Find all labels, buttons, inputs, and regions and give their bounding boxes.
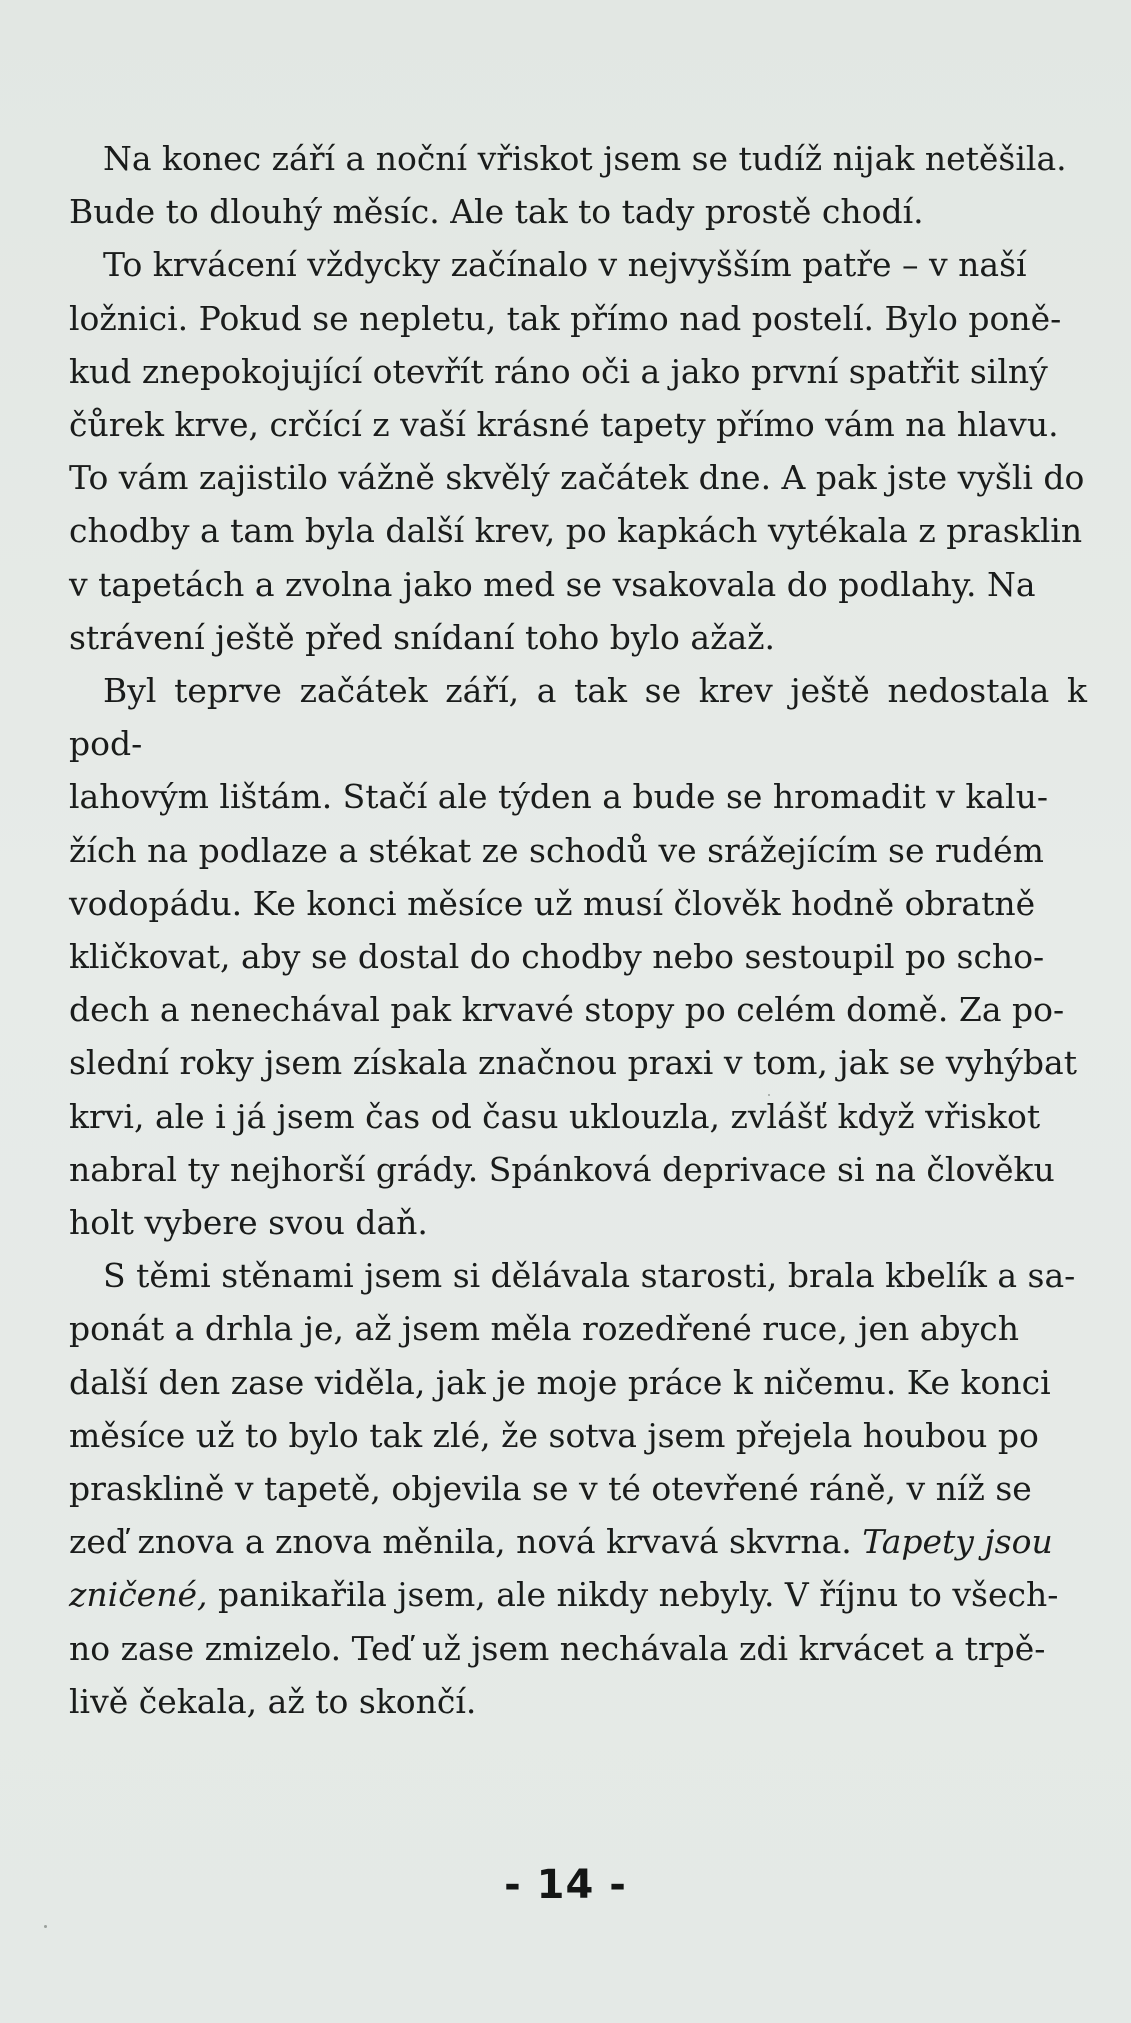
paper-speck: [44, 1925, 47, 1928]
text-line: ložnici. Pokud se nepletu, tak přímo nad postelí. Bylo poně-: [69, 298, 1062, 338]
paper-speck: [768, 1094, 770, 1096]
page-number: - 14 -: [504, 1862, 627, 1908]
paragraph-2: [69, 238, 1087, 664]
text-line: S těmi stěnami jsem si dělávala starosti, brala kbelík a sa-: [103, 1256, 1076, 1296]
text-line: další den zase viděla, jak je moje práce k ničemu. Ke konci: [69, 1362, 1051, 1402]
text-line: měsíce už to bylo tak zlé, že sotva jsem přejela houbou po: [69, 1415, 1039, 1455]
text-line: ponát a drhla je, až jsem měla rozedřené ruce, jen abych: [69, 1309, 1019, 1349]
text-line: v tapetách a zvolna jako med se vsakovala do podlahy. Na: [69, 564, 1036, 604]
italic-text: Tapety jsou: [862, 1522, 1053, 1562]
paragraph-4: [69, 1249, 1087, 1728]
text-line: Na konec září a noční vřiskot jsem se tudíž nijak netěšila.: [103, 139, 1067, 178]
text-line: krvi, ale i já jsem čas od času uklouzla, zvlášť když vřiskot: [69, 1096, 1041, 1136]
text-line: chodby a tam byla další krev, po kapkách vytékala z prasklin: [69, 511, 1083, 551]
text-line: To vám zajistilo vážně skvělý začátek dne. A pak jste vyšli do: [69, 458, 1085, 498]
text-line: prasklině v tapetě, objevila se v té otevřené ráně, v níž se: [69, 1469, 1032, 1509]
text-line: lahovým lištám. Stačí ale týden a bude se hromadit v kalu-: [69, 777, 1048, 817]
text-line: Byl teprve začátek září, a tak se krev ještě nedostala k pod-: [69, 671, 1087, 764]
text-line: slední roky jsem získala značnou praxi v tom, jak se vyhýbat: [69, 1043, 1077, 1083]
paragraph-3: [69, 664, 1087, 1249]
text-line: vodopádu. Ke konci měsíce už musí člověk hodně obratně: [69, 883, 1036, 923]
text-line: čůrek krve, crčící z vaší krásné tapety přímo vám na hlavu.: [69, 405, 1059, 445]
text-line: zeď znova a znova měnila, nová krvavá skvrna.: [69, 1522, 863, 1562]
text-line: livě čekala, až to skončí.: [69, 1681, 477, 1721]
body-text: [69, 132, 1087, 1728]
text-line: panikařila jsem, ale nikdy nebyly. V říjnu to všech-: [207, 1575, 1059, 1615]
text-line: žích na podlaze a stékat ze schodů ve srážejícím se rudém: [69, 830, 1044, 870]
text-line: To krvácení vždycky začínalo v nejvyšším patře – v naší: [103, 245, 1027, 285]
paragraph-1: [69, 132, 1087, 238]
text-line: no zase zmizelo. Teď už jsem nechávala zdi krvácet a trpě-: [69, 1628, 1046, 1668]
text-line: dech a nenechával pak krvavé stopy po celém domě. Za po-: [69, 990, 1065, 1030]
text-line: kličkovat, aby se dostal do chodby nebo sestoupil po scho-: [69, 937, 1045, 977]
text-line: Bude to dlouhý měsíc. Ale tak to tady prostě chodí.: [69, 192, 924, 232]
text-line: holt vybere svou daň.: [69, 1203, 428, 1243]
text-line: strávení ještě před snídaní toho bylo ažaž.: [69, 617, 776, 657]
italic-text: zničené,: [69, 1575, 208, 1615]
text-line: nabral ty nejhorší grády. Spánková deprivace si na člověku: [69, 1149, 1055, 1189]
text-line: kud znepokojující otevřít ráno oči a jako první spatřit silný: [69, 351, 1048, 391]
